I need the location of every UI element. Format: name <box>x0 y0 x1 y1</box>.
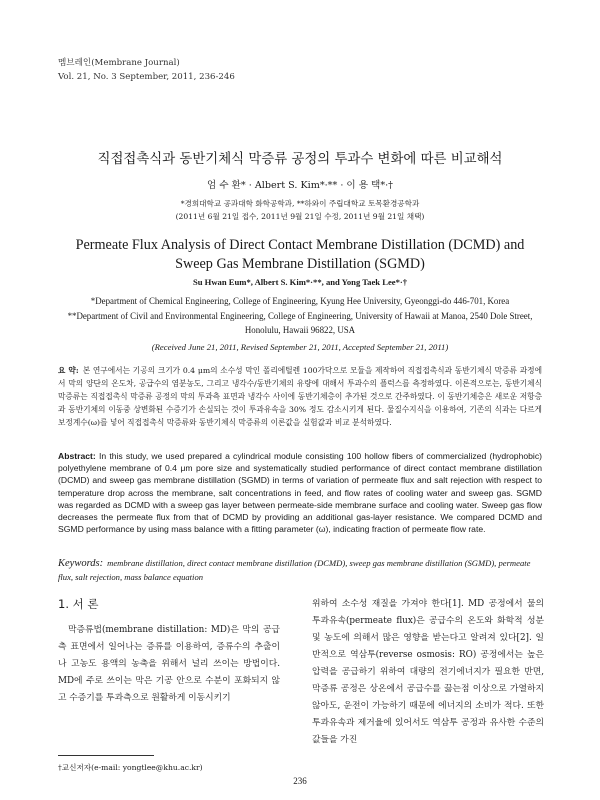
journal-volume: Vol. 21, No. 3 September, 2011, 236-246 <box>58 72 235 82</box>
paragraph: 위하여 소수성 재질을 가져야 한다[1]. MD 공정에서 물의 투과유속(permeate flux)은 공급수의 온도와 화학적 성분 및 농도에 의해서 많은 영향을 받는다고 알려져 있다[2]. 일반적으로 역삼투(reverse osmosis: RO) 공정에서는 높은 압력을 공급하기 위하여 대량의 전기에너지가 필요한 반면, 막증류 공정은 상온에서 공급수를 끓는점 이상으로 가열하지 않아도, 운전이 가능하기 때문에 에너지의 소비가 적다. 또한 투과유속과 제거율에 있어서도 역삼투 공정과 유사한 수준의 값들을 가진 <box>312 599 544 745</box>
corresponding-author-footnote: †교신저자(e-mail: yongtlee@khu.ac.kr) <box>58 763 203 772</box>
korean-title: 직접접촉식과 동반기체식 막증류 공정의 투과수 변화에 따른 비교해석 <box>97 152 503 167</box>
section-title-introduction: 1. 서 론 <box>58 597 99 611</box>
english-authors: Su Hwan Eum*, Albert S. Kim*·**, and Yong Taek Lee*·† <box>192 277 408 287</box>
keywords-text: membrane distillation, direct contact membrane distillation (DCMD), sweep gas membrane distillation (SGMD), permeate flux, salt rejection, mass balance equation <box>58 558 531 582</box>
english-abstract <box>58 450 542 535</box>
journal-header <box>58 56 235 84</box>
korean-abstract-label: 요 약: <box>58 366 79 375</box>
paragraph: 막증류법(membrane distillation: MD)은 막의 공급측 표면에서 일어나는 증류를 이용하여, 증류수의 추출이나 고농도 용액의 농축을 위해서 널리 쓰이는 방법이다. MD에 주로 쓰이는 막은 기공 안으로 수분이 포화되지 않고 수증기를 투과측으로 원활하게 이동시키기 <box>58 625 280 703</box>
journal-name: 멤브레인(Membrane Journal) <box>58 58 180 68</box>
english-abstract-text: In this study, we used prepared a cylindrical module consisting 100 hollow fibers of commercialized (hydrophobic) polyethylene membrane of 0.4 μm pore size and systematically studied performance of direct contact membrane distillation (DCMD) and sweep gas membrane distillation (SGMD) in terms of variation of permeate flux and salt rejection with respect to temperature drop across the membrane, salt concentrations in feed, and flow rates of cooling water and sweep gas. SGMD was regarded as DCMD with a sweep gas layer between permeate-side membrane surface and cooling water. Sweep gas flow decreases the permeate flux from that of DCMD by providing an additional gas-layer resistance. We compared DCMD and SGMD performance by using mass balance with a fitting parameter (ω), indicating fraction of permeate flow rate. <box>58 451 542 535</box>
keywords <box>58 557 542 583</box>
korean-affiliation-block <box>0 197 600 223</box>
korean-authors: 엄 수 환* · Albert S. Kim*·** · 이 용 택*·† <box>207 180 393 191</box>
right-column <box>312 596 544 749</box>
left-column-text <box>58 622 280 707</box>
english-affiliation-2: **Department of Civil and Environmental Engineering, College of Engineering, University of Hawaii at Manoa, 2540 Dole Street, Honolulu, Hawaii 96822, USA <box>67 310 533 335</box>
korean-abstract-text: 본 연구에서는 기공의 크기가 0.4 μm의 소수성 막인 폴리에틸렌 100가닥으로 모듈을 제작하여 직접접촉식과 동반기체식 막증류 과정에서 막의 양단의 온도차, 공급수의 염분농도, 그리고 냉각수/동반기체의 유량에 대해서 투과수의 플럭스를 측정하였다. 이론적으로는, 동반기체식 막증류는 직접접촉식 막증류 공정의 막의 투과측 표면과 냉각수 사이에 동반기체층이 추가된 것으로 간주하였다. 이 동반기체층은 새로운 저항층과 동반기체의 이동중 상변화된 수증기가 손실되는 것이 투과유속을 30% 정도 감소시키게 된다. 물질수지식을 이용하여, 기존의 식과는 다르게 보정계수(ω)를 넣어 직접접촉식 막증류와 동반기체식 막증류의 이론값을 실험값과 비교 분석하였다. <box>58 366 542 427</box>
left-column <box>58 596 280 707</box>
english-affiliation-1: *Department of Chemical Engineering, College of Engineering, Kyung Hee University, Gyeonggi-do 446-701, Korea <box>90 296 510 306</box>
english-affiliation-block <box>58 294 542 338</box>
keywords-label: Keywords: <box>58 558 104 569</box>
right-column-text <box>312 596 544 749</box>
english-title: Permeate Flux Analysis of Direct Contact Membrane Distillation (DCMD) and Sweep Gas Membrane Distillation (SGMD) <box>75 237 525 272</box>
korean-abstract <box>58 364 542 429</box>
english-abstract-label: Abstract: <box>58 451 96 461</box>
english-received-dates: (Received June 21, 2011, Revised September 21, 2011, Accepted September 21, 2011) <box>151 342 449 352</box>
page-number: 236 <box>293 776 307 786</box>
korean-affiliation: *경희대학교 공과대학 화학공학과, **하와이 주립대학교 토목환경공학과 <box>180 199 420 208</box>
korean-received-dates: (2011년 6월 21일 접수, 2011년 9월 21일 수정, 2011년 9월 21일 채택) <box>175 212 425 221</box>
footnote-divider <box>58 755 154 756</box>
